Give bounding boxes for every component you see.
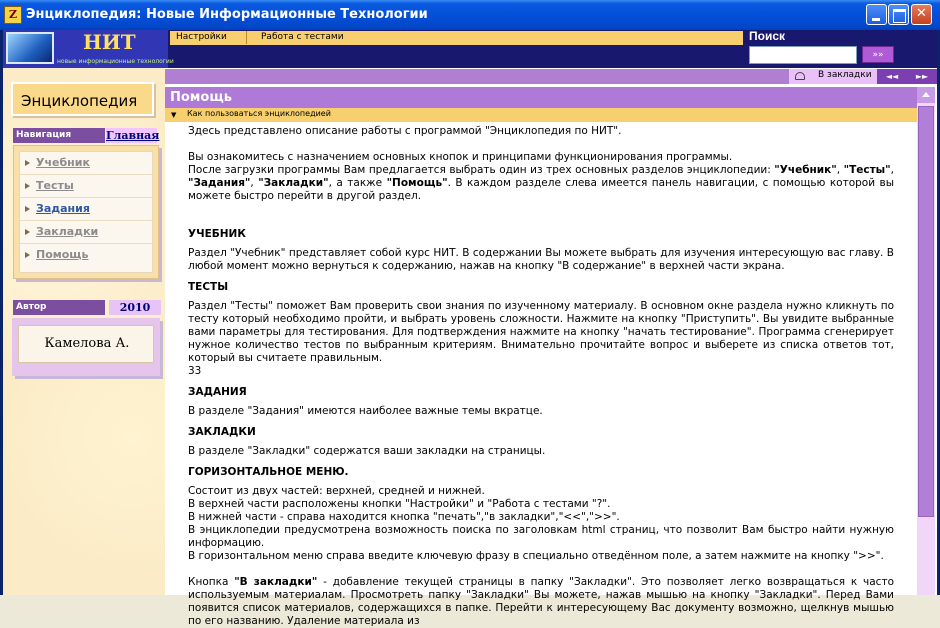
page-title-bar (165, 87, 917, 108)
tests-text: Раздел "Тесты" поможет Вам проверить свои знания по изученному материалу. В основном окне раздела нужно кликнуть по тесту который необходимо пройти, и выбрать уровень сложности. Нажмите на кнопку "Приступить". Вы увидите выбранные вами параметры для тестирования. Для подтверждения нажмите на кнопку "начать тестирование". Программа сгенерирует нужное количество тестов по выбранным критериям. Внимательно прочитайте вопрос и выберете из списка ответов тот, который вы считаете правильным. (188, 300, 894, 364)
textbook-paragraph: Раздел "Учебник" представляет собой курс НИТ. В содержании Вы можете выбрать для изучения интересующую вас главу. В любой момент можно вернуться к содержанию, нажав на кнопку "В содержание" в верхней части экрана. (188, 247, 894, 272)
heading-tasks: ЗАДАНИЯ (188, 386, 247, 398)
menu-bar (170, 31, 743, 45)
logo-subtitle: новые информационные технологии (57, 58, 174, 65)
author-box (18, 325, 154, 363)
author-year: 2010 (109, 300, 161, 315)
scrollbar[interactable] (917, 87, 935, 595)
sidebar-item-tests[interactable] (20, 175, 152, 198)
author-heading: Автор (13, 300, 105, 315)
search-input[interactable] (749, 46, 857, 64)
app-icon: Z (4, 6, 22, 24)
sidebar-item-help[interactable] (20, 244, 152, 267)
encyclopedia-title: Энциклопедия (21, 92, 138, 110)
bookmark-icon[interactable] (795, 72, 805, 80)
heading-tests: ТЕСТЫ (188, 281, 229, 293)
title-bar[interactable] (0, 0, 940, 30)
nav-item-label[interactable]: Задания (36, 202, 90, 215)
article-body (188, 125, 894, 627)
logo-title: НИТ (83, 30, 136, 54)
scroll-up-button[interactable] (917, 87, 935, 103)
subtitle-bar (165, 108, 917, 122)
nav-panel (13, 145, 159, 279)
menu-line: В энциклопедии предусмотрена возможность поиска по заголовкам html страниц, что позволит Вам быстро найти нужную информацию. (188, 524, 894, 549)
nav-heading: Навигация (13, 128, 105, 143)
encyclopedia-title-box (11, 82, 154, 116)
intro-paragraph: Здесь представлено описание работы с программой "Энциклопедия по НИТ". (188, 125, 622, 137)
maximize-button[interactable] (888, 4, 909, 25)
overview-paragraph (188, 151, 894, 203)
arrow-right-icon (25, 160, 30, 166)
heading-bookmarks: ЗАКЛАДКИ (188, 426, 256, 438)
author-name: Камелова А. (44, 336, 130, 351)
nav-item-label[interactable]: Помощь (36, 248, 89, 261)
menu-line: В нижней части - справа находится кнопка "печать","в закладки","<<",">>". (188, 511, 620, 523)
app-header (3, 30, 937, 68)
home-link[interactable]: Главная (106, 129, 160, 142)
menu-line: Состоит из двух частей: верхней, средней и нижней. (188, 485, 485, 497)
page-title: Помощь (170, 90, 232, 105)
next-page-button[interactable]: ►► (907, 69, 937, 84)
content-area (165, 68, 937, 627)
bookmark-button-paragraph: Кнопка "В закладки" - добавление текущей страницы в папку "Закладки". Это позволяет легко возвращаться к часто используемым материалам. Просмотреть папку "Закладки" Вы можете, нажав мышью на кнопку "Закладки". Перед Вами появится список материалов, содержащихся в папке. Перейти к интересующему Вас документу возможно, щелкнув мышью по его названию. Удаление материала из (188, 576, 894, 627)
toolbar-strip (165, 69, 789, 84)
nav-header (13, 128, 160, 143)
page-subtitle: Как пользоваться энциклопедией (187, 109, 331, 118)
close-button[interactable] (911, 4, 932, 25)
window-title: Энциклопедия: Новые Информационные Технологии (26, 7, 428, 22)
arrow-right-icon (25, 183, 30, 189)
search-label: Поиск (749, 29, 786, 43)
overview-line: Вы ознакомитесь с назначением основных кнопок и принципами функционирования программы. (188, 151, 733, 163)
logo (3, 30, 174, 68)
author-panel (12, 318, 160, 376)
prev-page-button[interactable]: ◄◄ (877, 69, 907, 84)
add-bookmark-button[interactable]: В закладки (818, 70, 872, 80)
arrow-right-icon (25, 252, 30, 258)
author-header (13, 300, 161, 315)
tests-paragraph (188, 300, 894, 378)
overview-text: После загрузки программы Вам предлагается выбрать один из трех основных разделов энциклопедии: "Учебник", "Тесты", "Задания", "Закладки", а также "Помощь". В каждом разделе слева имеется панель навигации, с помощью которой вы можете быстро перейти в другой раздел. (188, 164, 894, 202)
arrow-right-icon (25, 229, 30, 235)
menu-line: В горизонтальном меню справа введите ключевую фразу в специально отведённом поле, а затем нажмите на кнопку ">>". (188, 550, 884, 562)
arrow-right-icon (25, 206, 30, 212)
scroll-thumb[interactable] (918, 106, 934, 517)
sidebar-item-textbook[interactable] (20, 152, 152, 175)
chevron-down-icon: ▼ (171, 111, 177, 119)
heading-menu: ГОРИЗОНТАЛЬНОЕ МЕНЮ. (188, 466, 349, 478)
nav-item-label[interactable]: Тесты (36, 179, 74, 192)
bookmark-toolbar (165, 69, 937, 84)
tasks-paragraph: В разделе "Задания" имеются наиболее важные темы вкратце. (188, 405, 543, 417)
nav-item-label[interactable]: Закладки (36, 225, 99, 238)
tests-number: 33 (188, 365, 202, 377)
menu-line: В верхней части расположены кнопки "Настройки" и "Работа с тестами "?". (188, 498, 611, 510)
sidebar (3, 68, 165, 595)
heading-textbook: УЧЕБНИК (188, 228, 246, 240)
app-body (3, 68, 937, 627)
minimize-button[interactable] (866, 4, 887, 25)
menu-tests[interactable]: Работа с тестами (246, 31, 344, 44)
monitor-icon (6, 32, 54, 64)
search-button[interactable]: »» (862, 46, 894, 63)
menu-settings[interactable]: Настройки (176, 32, 227, 42)
menu-paragraph (188, 485, 894, 563)
bookmarks-paragraph: В разделе "Закладки" содержатся ваши закладки на страницы. (188, 445, 546, 457)
sidebar-item-tasks[interactable] (20, 198, 152, 221)
nav-item-label[interactable]: Учебник (36, 156, 90, 169)
sidebar-item-bookmarks[interactable] (20, 221, 152, 244)
nav-list (19, 151, 153, 273)
